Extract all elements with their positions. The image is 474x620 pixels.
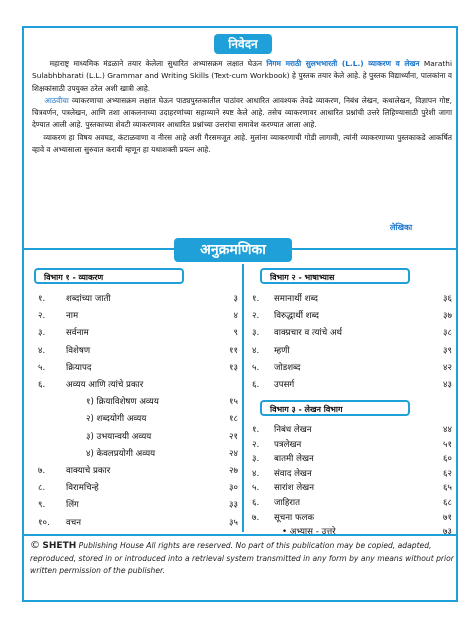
preface-paragraph-2: आठवीचा व्याकरणाचा अभ्यासक्रम लक्षात घेऊन पाठ्यपुस्तकातील पाठांवर आधारित आवश्यक तेवढे व्याकरण, निबंध लेखन, कथालेखन, विज्ञापन गोष्ट, चित्रवर्णन, पत्रलेखन, आणि तशा आकलनाच्या उदाहरणांच्या सहाय्याने स्पष्ट केले आहे. तसेच व्याकरणावर आधारित प्रश्नांची उत्तरे लिहिण्यासाठी पुरेशी जागा देण्यात आली आहे. पुस्तकाच्या शेवटी व्याकरणावर आधारित प्रश्नांच्या उत्तरांचा समावेश करण्यात आला आहे. — [32, 95, 452, 130]
entry-title: वचन — [66, 517, 82, 528]
contents-entry — [38, 462, 238, 480]
entry-page: २१ — [229, 431, 238, 442]
entry-title: संवाद लेखन — [274, 468, 312, 479]
contents-entry — [252, 290, 452, 308]
entry-number: ६. — [252, 498, 260, 508]
contents-entry — [38, 307, 238, 325]
contents-entry — [38, 376, 238, 394]
entry-number: ४. — [252, 345, 260, 356]
entry-page: ७३ — [443, 527, 452, 538]
book-title: निगम मराठी सुलभभारती (L.L.) व्याकरण व लेखन — [266, 59, 420, 68]
entry-number: ६. — [38, 380, 46, 390]
entry-title: शब्दांच्या जाती — [66, 294, 111, 304]
copyright-symbol: © — [30, 540, 40, 551]
entry-page: १५ — [229, 397, 238, 408]
entry-number: ४. — [38, 345, 46, 356]
entry-title: सूचना फलक — [274, 512, 315, 523]
entry-title: क्रियापद — [66, 362, 92, 373]
contents-entry — [38, 359, 238, 377]
section-3-heading: विभाग ३ - लेखन विभाग — [260, 400, 410, 416]
entry-page: ३६ — [443, 294, 452, 304]
copyright-notice — [30, 540, 454, 578]
entry-page: ३९ — [443, 345, 452, 356]
section-2-heading: विभाग २ - भाषाभ्यास — [260, 268, 410, 284]
entry-title: वाक्प्रचार व त्यांचे अर्थ — [274, 328, 343, 339]
entry-title: जाहिरात — [274, 498, 301, 508]
contents-entry — [38, 479, 238, 497]
contents-entry — [38, 445, 238, 463]
entry-number: ४. — [252, 468, 260, 479]
entry-page: २४ — [229, 448, 238, 459]
entry-page: ६२ — [443, 468, 452, 479]
entry-page: ३५ — [229, 517, 238, 528]
preface-paragraph-1: महाराष्ट्र माध्यमिक मंडळाने तयार केलेला सुधारित अभ्यासक्रम लक्षात घेऊन निगम मराठी सुलभभारती (L.L.) व्याकरण व लेखन Marathi Sulabhbharati (L.L.) Grammar and Writing Skills (Text-cum Workbook) हे पुस्तक तयार केले आहे. हे पुस्तक विद्यार्थ्यांना, पालकांना व शिक्षकांसाठी उपयुक्त ठरेल अशी खात्री आहे. — [32, 59, 452, 93]
entry-number: ७. — [252, 512, 260, 523]
entry-page: २७ — [229, 466, 238, 476]
entry-title: सर्वनाम — [66, 328, 89, 339]
entry-title: वाक्याचे प्रकार — [66, 466, 111, 476]
contents-entry — [38, 342, 238, 360]
entry-number: २. — [252, 311, 260, 322]
preface-title: निवेदन — [214, 34, 272, 54]
contents-entry — [38, 324, 238, 342]
entry-page: ३३ — [229, 500, 238, 511]
entry-number: ८. — [38, 483, 46, 494]
contents-entry — [38, 496, 238, 514]
entry-page: ३७ — [443, 311, 452, 322]
entry-page: ४३ — [443, 380, 452, 390]
page-frame — [22, 26, 458, 602]
column-divider — [242, 264, 244, 532]
entry-page: ४२ — [443, 362, 452, 373]
preface-signature: लेखिका — [390, 223, 413, 232]
contents-entry — [252, 523, 452, 541]
entry-page: १८ — [229, 414, 238, 425]
entry-page: ३८ — [443, 328, 452, 339]
copyright-text: Publishing House All rights are reserved. No part of this publication may be copied, adapted, reproduced, stored in or introduced into a retrieval system transmitted in any form by any means without prior written permission of the publisher. — [30, 541, 454, 575]
entry-number: १०. — [38, 517, 50, 528]
entry-title: विरामचिन्हे — [66, 483, 99, 494]
entry-number: ३. — [252, 454, 260, 465]
entry-title: • अभ्यास - उत्तरे — [282, 527, 336, 538]
entry-number: २. — [38, 311, 46, 322]
entry-number: ५. — [252, 483, 260, 494]
entry-page: ३ — [233, 294, 238, 304]
entry-number: १. — [38, 294, 46, 304]
entry-title: पत्रलेखन — [274, 439, 302, 450]
entry-page: ३० — [229, 483, 238, 494]
entry-page: ४ — [233, 311, 238, 322]
preface-body — [32, 58, 452, 156]
contents-entry — [252, 342, 452, 360]
entry-page: ४४ — [443, 425, 452, 435]
entry-title: १) क्रियाविशेषण अव्यय — [86, 397, 159, 408]
footer-divider — [24, 534, 456, 536]
entry-title: निबंध लेखन — [274, 425, 312, 435]
entry-title: बातमी लेखन — [274, 454, 314, 465]
contents-entry — [38, 410, 238, 428]
entry-title: ३) उभयान्वयी अव्यय — [86, 431, 152, 442]
contents-entry — [38, 514, 238, 532]
contents-entry — [38, 393, 238, 411]
section-1-heading: विभाग १ - व्याकरण — [34, 268, 184, 284]
contents-entry — [38, 290, 238, 308]
entry-number: ७. — [38, 466, 46, 476]
entry-title: समानार्थी शब्द — [274, 294, 318, 304]
entry-title: ४) केवलप्रयोगी अव्यय — [86, 448, 156, 459]
contents-entry — [252, 324, 452, 342]
entry-title: सारांश लेखन — [274, 483, 314, 494]
entry-number: ६. — [252, 380, 260, 390]
entry-title: नाम — [66, 311, 79, 322]
entry-number: १. — [252, 294, 260, 304]
entry-number: ५. — [38, 362, 46, 373]
entry-number: ९. — [38, 500, 46, 511]
entry-number: १. — [252, 425, 260, 435]
entry-page: ७१ — [443, 512, 452, 523]
entry-title: लिंग — [66, 500, 79, 511]
entry-title: विशेषण — [66, 345, 91, 356]
entry-page: ६५ — [443, 483, 452, 494]
contents-entry — [252, 307, 452, 325]
entry-title: म्हणी — [274, 345, 290, 356]
entry-page: ११ — [229, 345, 238, 356]
entry-title: २) शब्दयोगी अव्यय — [86, 414, 147, 425]
entry-title: विरुद्धार्थी शब्द — [274, 311, 319, 322]
entry-title: अव्यय आणि त्यांचे प्रकार — [66, 380, 144, 390]
entry-page: १३ — [229, 362, 238, 373]
contents-entry — [252, 359, 452, 377]
preface-paragraph-3: व्याकरण हा विषय अवघड, कंटाळवाणा व नीरस आहे अशी गैरसमजूत आहे. मुलांना व्याकरणाची गोडी लागावी, त्यांनी व्याकरणाच्या पुस्तकाकडे आकर्षित व्हावे व अभ्यासाला सुरुवात करावी म्हणून हा यथाशक्ती प्रयत्न आहे. — [32, 132, 452, 155]
entry-title: उपसर्ग — [274, 380, 295, 390]
publisher-brand: SHETH — [42, 541, 77, 551]
entry-title: जोडशब्द — [274, 362, 301, 373]
entry-number: ३. — [38, 328, 46, 339]
entry-number: ५. — [252, 362, 260, 373]
contents-entry — [38, 428, 238, 446]
entry-page: ५१ — [443, 439, 452, 450]
entry-number: ३. — [252, 328, 260, 339]
entry-number: २. — [252, 439, 260, 450]
entry-page: ९ — [233, 328, 238, 339]
contents-title: अनुक्रमणिका — [174, 238, 292, 262]
contents-entry — [252, 376, 452, 394]
entry-page: ६८ — [443, 498, 452, 508]
entry-page: ६० — [443, 454, 452, 465]
